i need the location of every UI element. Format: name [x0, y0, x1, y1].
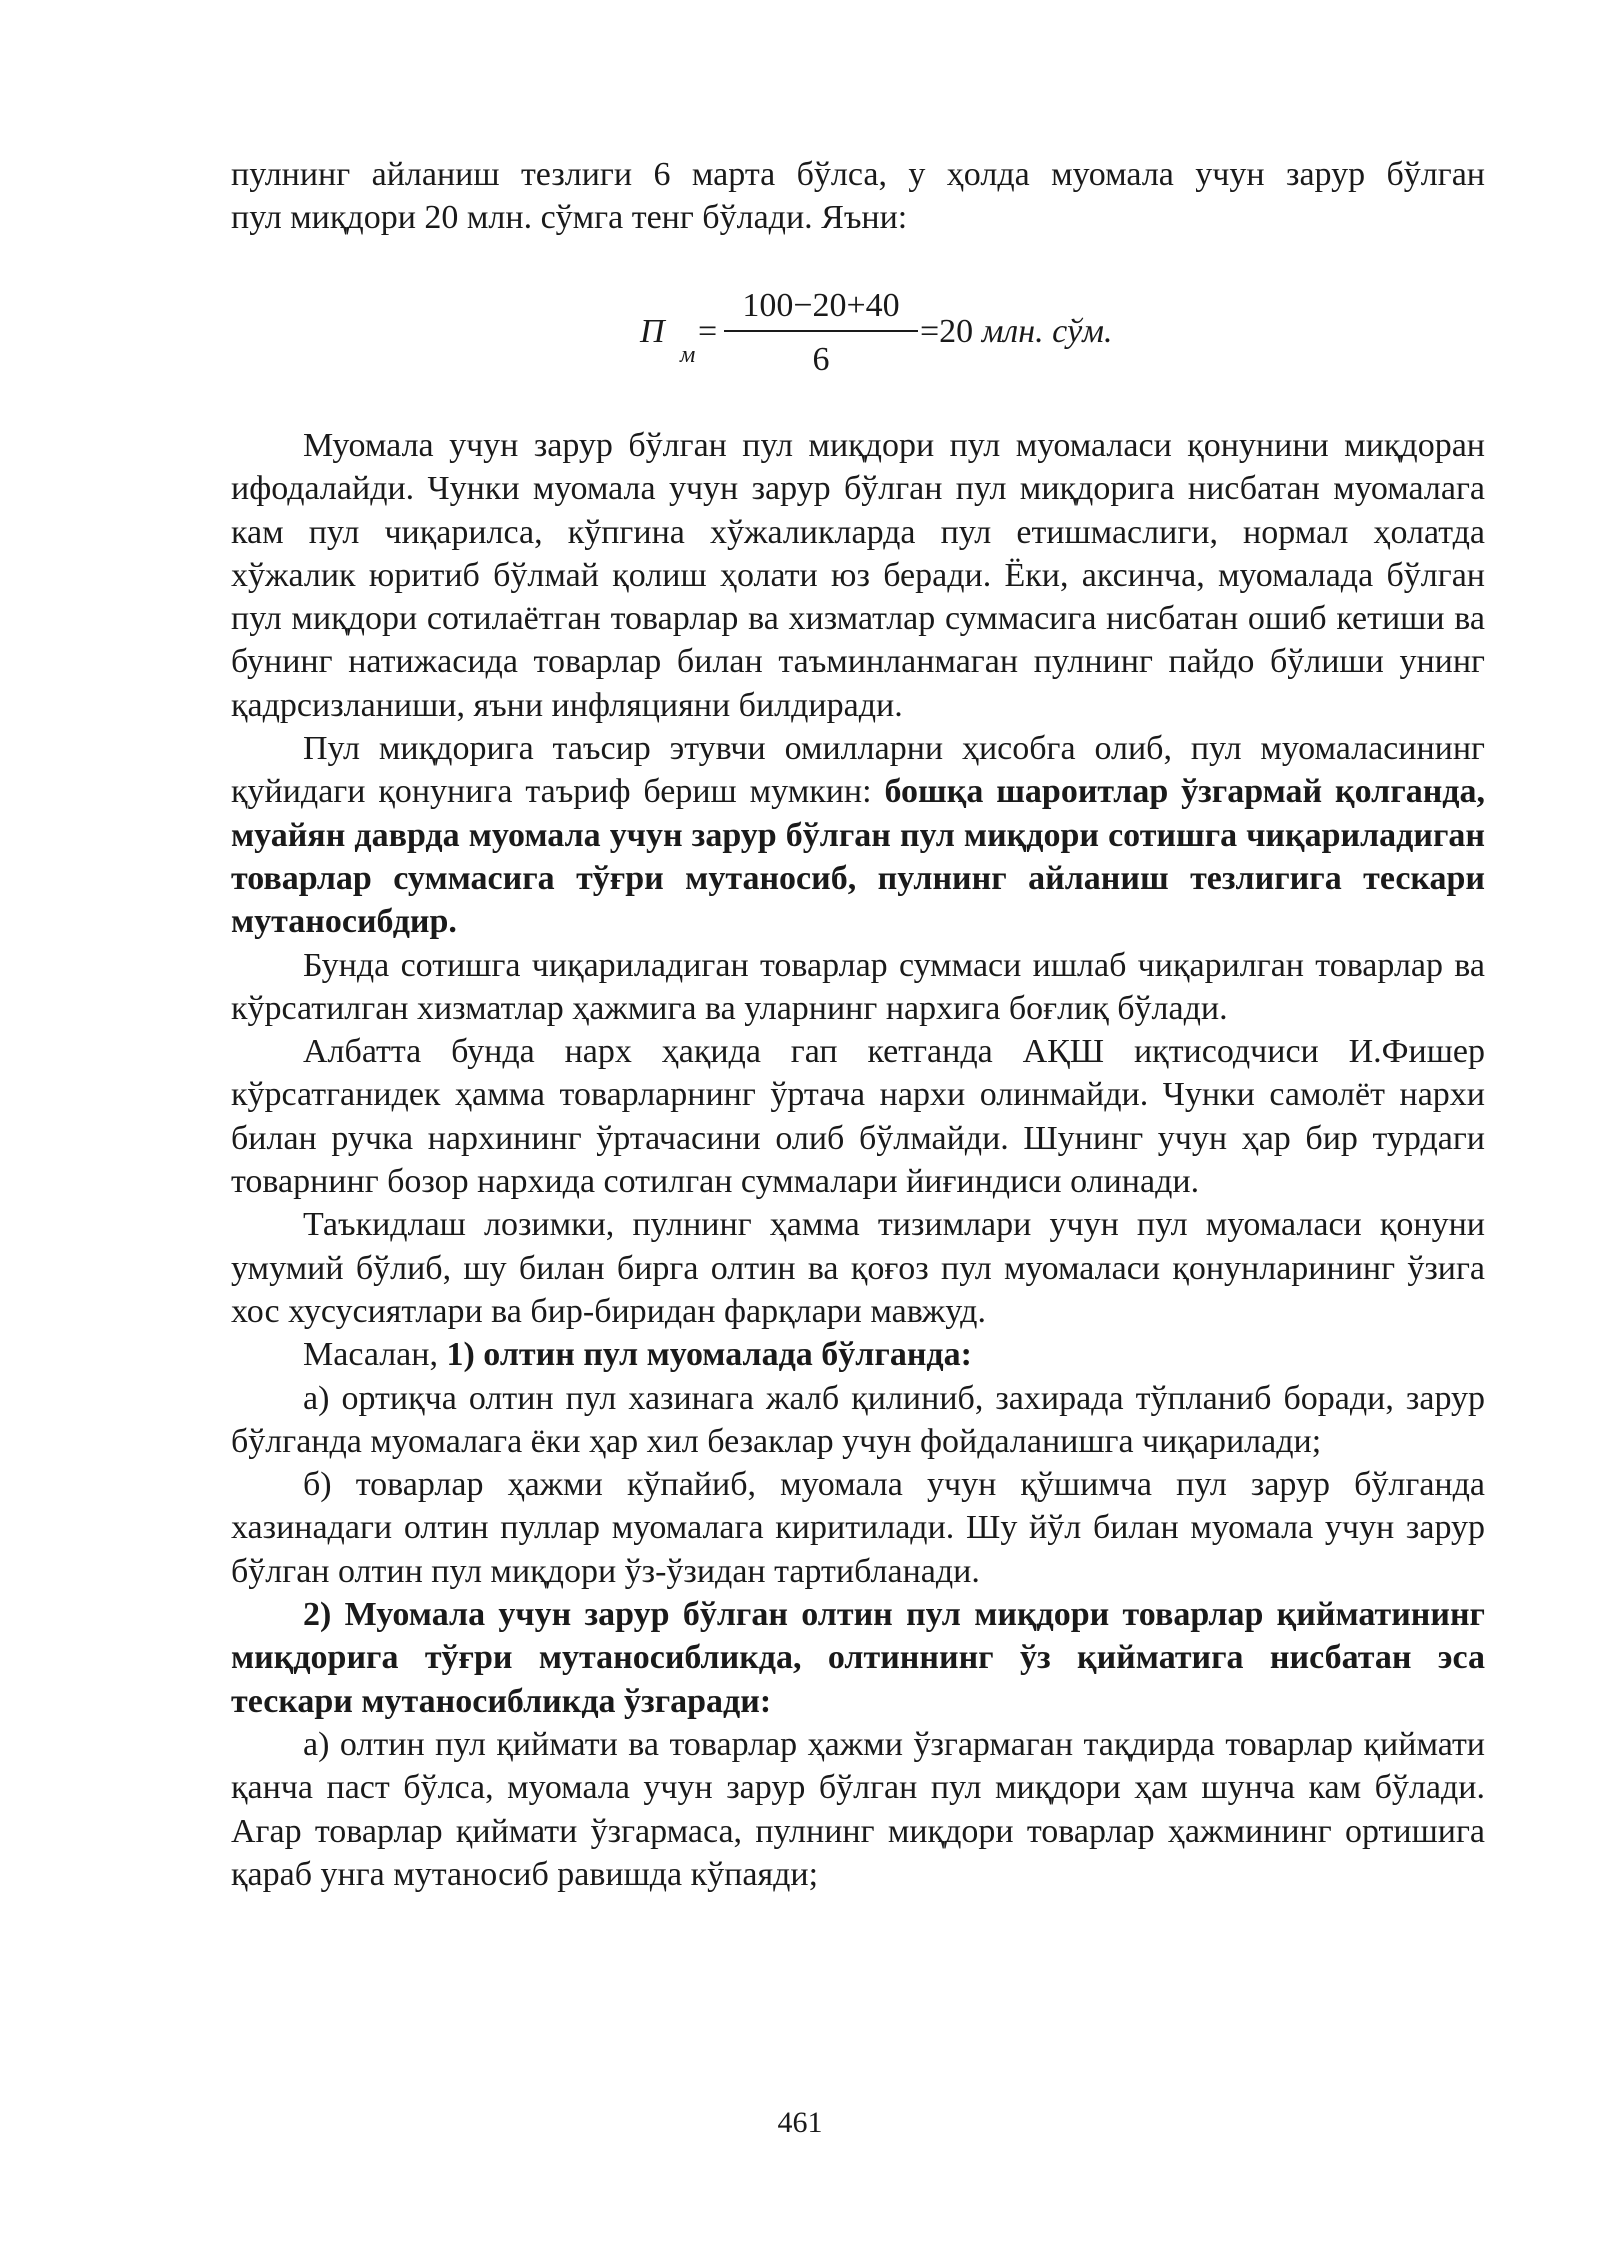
intro-line-1: пулнинг айланиш тезлиги 6 марта бўлса, у ҳолда муомала учун зарур бўлган [231, 156, 1485, 193]
paragraph-6 [231, 1333, 1485, 1376]
formula-subscript: м [680, 342, 696, 368]
formula-result [920, 310, 1112, 353]
paragraph-2-normal: Пул миқдорига таъсир этувчи омилларни ҳисобга олиб, пул муомаласининг қуйидаги қонунига таъриф бериш мумкин: [231, 730, 1485, 811]
paragraph-3: Бунда сотишга чиқариладиган товарлар суммаси ишлаб чиқарилган товарлар ва кўрсатилган хизматлар ҳажмига ва уларнинг нархига боғлиқ бўлади. [231, 946, 1485, 1027]
paragraph-9 [231, 1593, 1485, 1723]
paragraph-5: Таъкидлаш лозимки, пулнинг ҳамма тизимлари учун пул муомаласи қонуни умумий бўлиб, шу билан бирга олтин ва қоғоз пул муомаласи қонунларининг ўзига хос хусусиятлари ва бир-биридан фарқлари мавжуд. [231, 1206, 1485, 1330]
formula-unit: млн. сўм. [981, 313, 1113, 350]
fraction-bar [724, 330, 918, 332]
formula-numerator: 100−20+40 [742, 287, 900, 324]
paragraph-7: а) ортиқча олтин пул хазинага жалб қилиниб, захирада тўпланиб боради, зарур бўлганда муомалага ёки ҳар хил безаклар учун фойдаланишга чиқарилади; [231, 1379, 1485, 1460]
paragraph-6-normal: Масалан, [303, 1336, 447, 1374]
formula-denominator: 6 [812, 341, 830, 378]
paragraph-2 [231, 727, 1485, 943]
page-number: 461 [777, 2106, 823, 2139]
paragraph-4: Албатта бунда нарх ҳақида гап кетганда АҚШ иқтисодчиси И.Фишер кўрсатганидек ҳамма товарларнинг ўртача нархи олинмайди. Чунки самолёт нархи билан ручка нархининг ўртачасини олиб бўлмайди. Шунинг учун ҳар бир турдаги товарнинг бозор нархида сотилган суммалари йиғиндиси олинади. [231, 1033, 1485, 1201]
paragraph-8: б) товарлар ҳажми кўпайиб, муомала учун қўшимча пул зарур бўлганда хазинадаги олтин пуллар муомалага киритилади. Шу йўл билан муомала учун зарур бўлган олтин пул миқдори ўз-ўзидан тартибланади. [231, 1466, 1485, 1590]
paragraph-6-bold: 1) олтин пул муомалада бўлганда: [446, 1336, 972, 1374]
formula [640, 282, 1240, 392]
intro-line-2: пул миқдори 20 млн. сўмга тенг бўлади. Яъни: [231, 199, 908, 237]
formula-equals: = [698, 313, 718, 350]
formula-result-value: =20 [920, 313, 974, 350]
paragraph-1: Муомала учун зарур бўлган пул миқдори пул муомаласи қонунини миқдоран ифодалайди. Чунки муомала учун зарур бўлган пул миқдорига нисбатан муомалага кам пул чиқарилса, кўпгина хўжаликларда пул етишмаслиги, нормал ҳолатда хўжалик юритиб бўлмай қолиш ҳолати юз беради. Ёки, аксинча, муомалада бўлган пул миқдори сотилаётган товарлар ва хизматлар суммасига нисбатан ошиб кетиши ва бунинг натижасида товарлар билан таъминланмаган пулнинг пайдо бўлиши унинг қадрсизланиши, яъни инфляцияни билдиради. [231, 427, 1485, 724]
body-text [231, 424, 1485, 1896]
intro-text [231, 153, 1485, 240]
paragraph-2-bold: бошқа шароитлар ўзгармай қолганда, муайян даврда муомала учун зарур бўлган пул миқдори сотишга чиқариладиган товарлар суммасига тўғри мутаносиб, пулнинг айланиш тезлигига тескари мутаносибдир. [231, 773, 1485, 941]
formula-symbol: П [640, 313, 665, 350]
paragraph-9-bold: 2) Муомала учун зарур бўлган олтин пул миқдори товарлар қийматининг миқдорига тўғри мутаносибликда, олтиннинг ўз қийматига нисбатан эса тескари мутаносибликда ўзгаради: [231, 1596, 1485, 1720]
paragraph-10: а) олтин пул қиймати ва товарлар ҳажми ўзгармаган тақдирда товарлар қиймати қанча паст бўлса, муомала учун зарур бўлган пул миқдори ҳам шунча кам бўлади. Агар товарлар қиймати ўзгармаса, пулнинг миқдори товарлар ҳажмининг ортишига қараб унга мутаносиб равишда кўпаяди; [231, 1725, 1485, 1893]
